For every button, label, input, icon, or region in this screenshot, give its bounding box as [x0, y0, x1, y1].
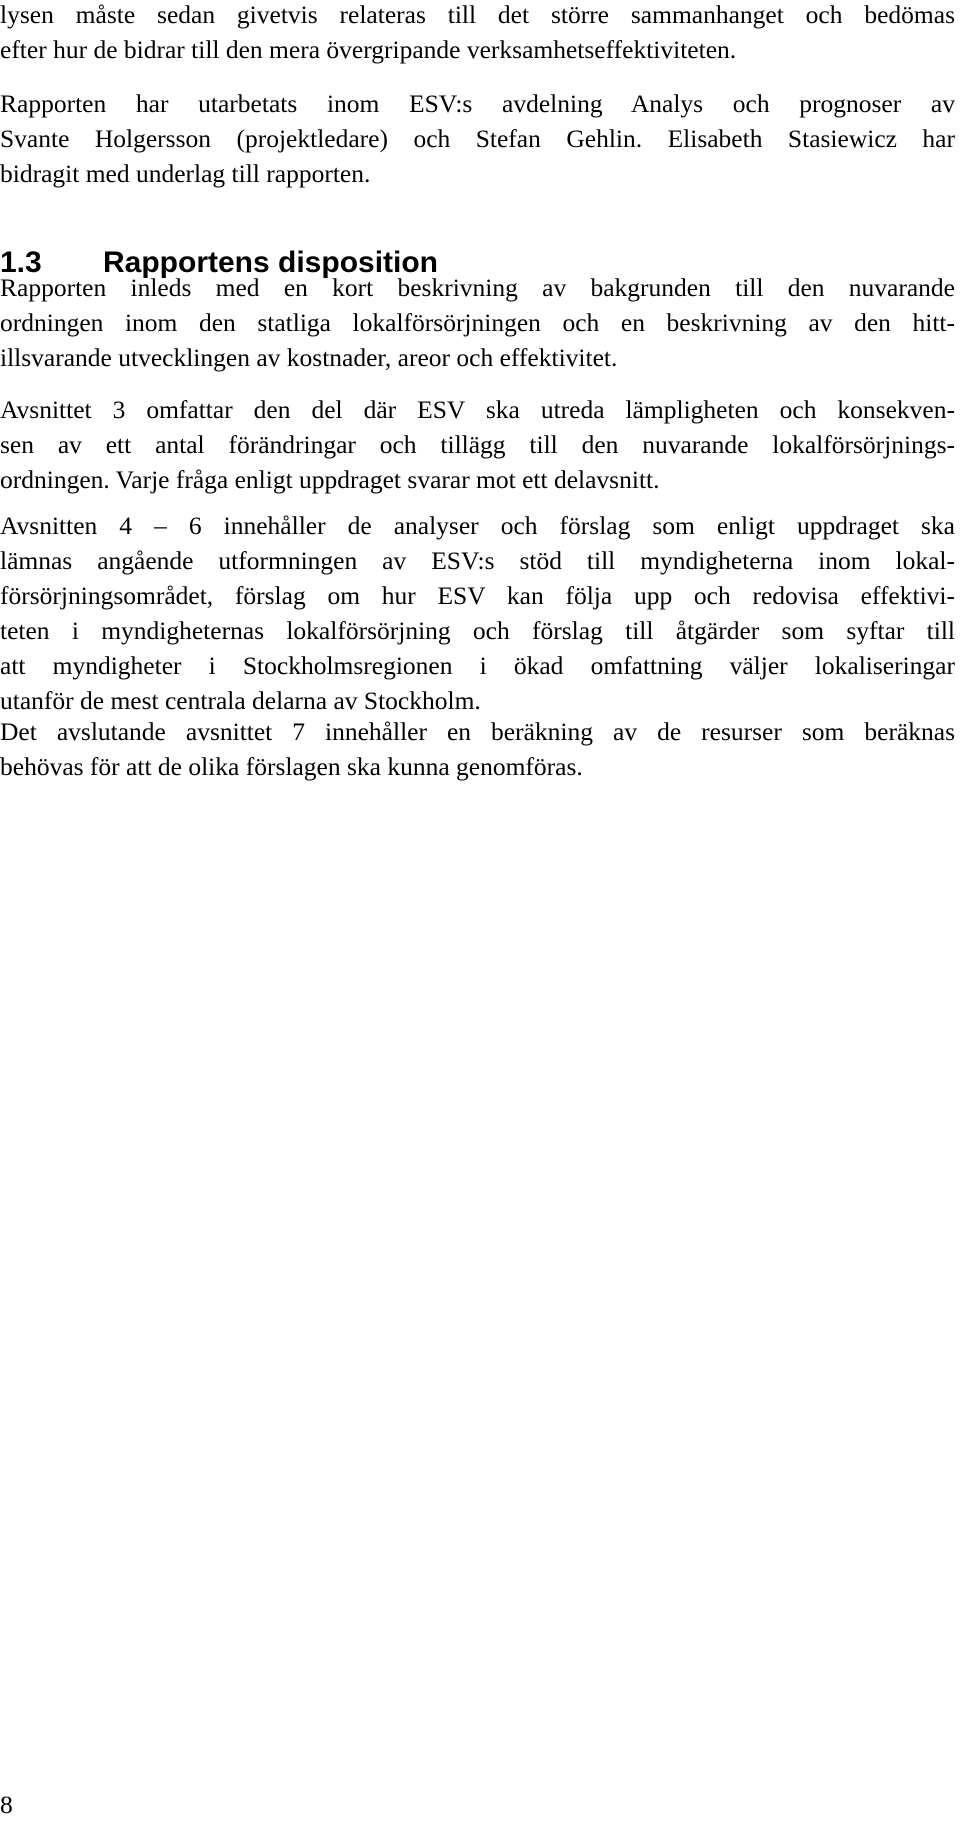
text-line: Det avslutande avsnittet 7 innehåller en beräkning av de resurser som beräknas: [0, 717, 955, 746]
text-line: efter hur de bidrar till den mera övergripande verksamhetseffektiviteten.: [0, 35, 737, 64]
text-line: Rapporten inleds med en kort beskrivning av bakgrunden till den nuvarande: [0, 273, 955, 302]
text-line: Avsnitten 4 – 6 innehåller de analyser och förslag som enligt uppdraget ska: [0, 511, 955, 540]
text-line: försörjningsområdet, förslag om hur ESV kan följa upp och redovisa effektivi-: [0, 581, 955, 610]
section-title: Rapportens disposition: [103, 246, 439, 279]
text-line: Avsnittet 3 omfattar den del där ESV ska utreda lämpligheten och konsekven-: [0, 395, 955, 424]
text-line: illsvarande utvecklingen av kostnader, areor och effektivitet.: [0, 343, 618, 372]
text-line: behövas för att de olika förslagen ska kunna genomföras.: [0, 752, 583, 781]
text-line: att myndigheter i Stockholmsregionen i ökad omfattning väljer lokaliseringar: [0, 651, 955, 680]
section-number: 1.3: [0, 246, 42, 279]
credits-paragraph: [0, 86, 955, 191]
text-line: lämnas angående utformningen av ESV:s stöd till myndigheterna inom lokal-: [0, 546, 955, 575]
paragraph-section-3: [0, 392, 955, 497]
text-line: Rapporten har utarbetats inom ESV:s avdelning Analys och prognoser av: [0, 89, 955, 118]
text-line: bidragit med underlag till rapporten.: [0, 159, 371, 188]
text-line: ordningen. Varje fråga enligt uppdraget svarar mot ett delavsnitt.: [0, 465, 660, 494]
text-line: lysen måste sedan givetvis relateras till det större sammanhanget och bedömas: [0, 0, 955, 29]
text-line: ordningen inom den statliga lokalförsörjningen och en beskrivning av den hitt-: [0, 308, 955, 337]
page-number: 8: [0, 1790, 13, 1819]
text-line: Svante Holgersson (projektledare) och Stefan Gehlin. Elisabeth Stasiewicz har: [0, 124, 955, 153]
text-line: sen av ett antal förändringar och tillägg till den nuvarande lokalförsörjnings-: [0, 430, 955, 459]
paragraph-sections-4-6: [0, 508, 955, 718]
text-line: utanför de mest centrala delarna av Stockholm.: [0, 686, 481, 715]
paragraph-section-7: [0, 714, 955, 784]
paragraph-disposition-intro: [0, 270, 955, 375]
text-line: teten i myndigheternas lokalförsörjning och förslag till åtgärder som syftar till: [0, 616, 955, 645]
intro-paragraph-continued: [0, 0, 955, 67]
